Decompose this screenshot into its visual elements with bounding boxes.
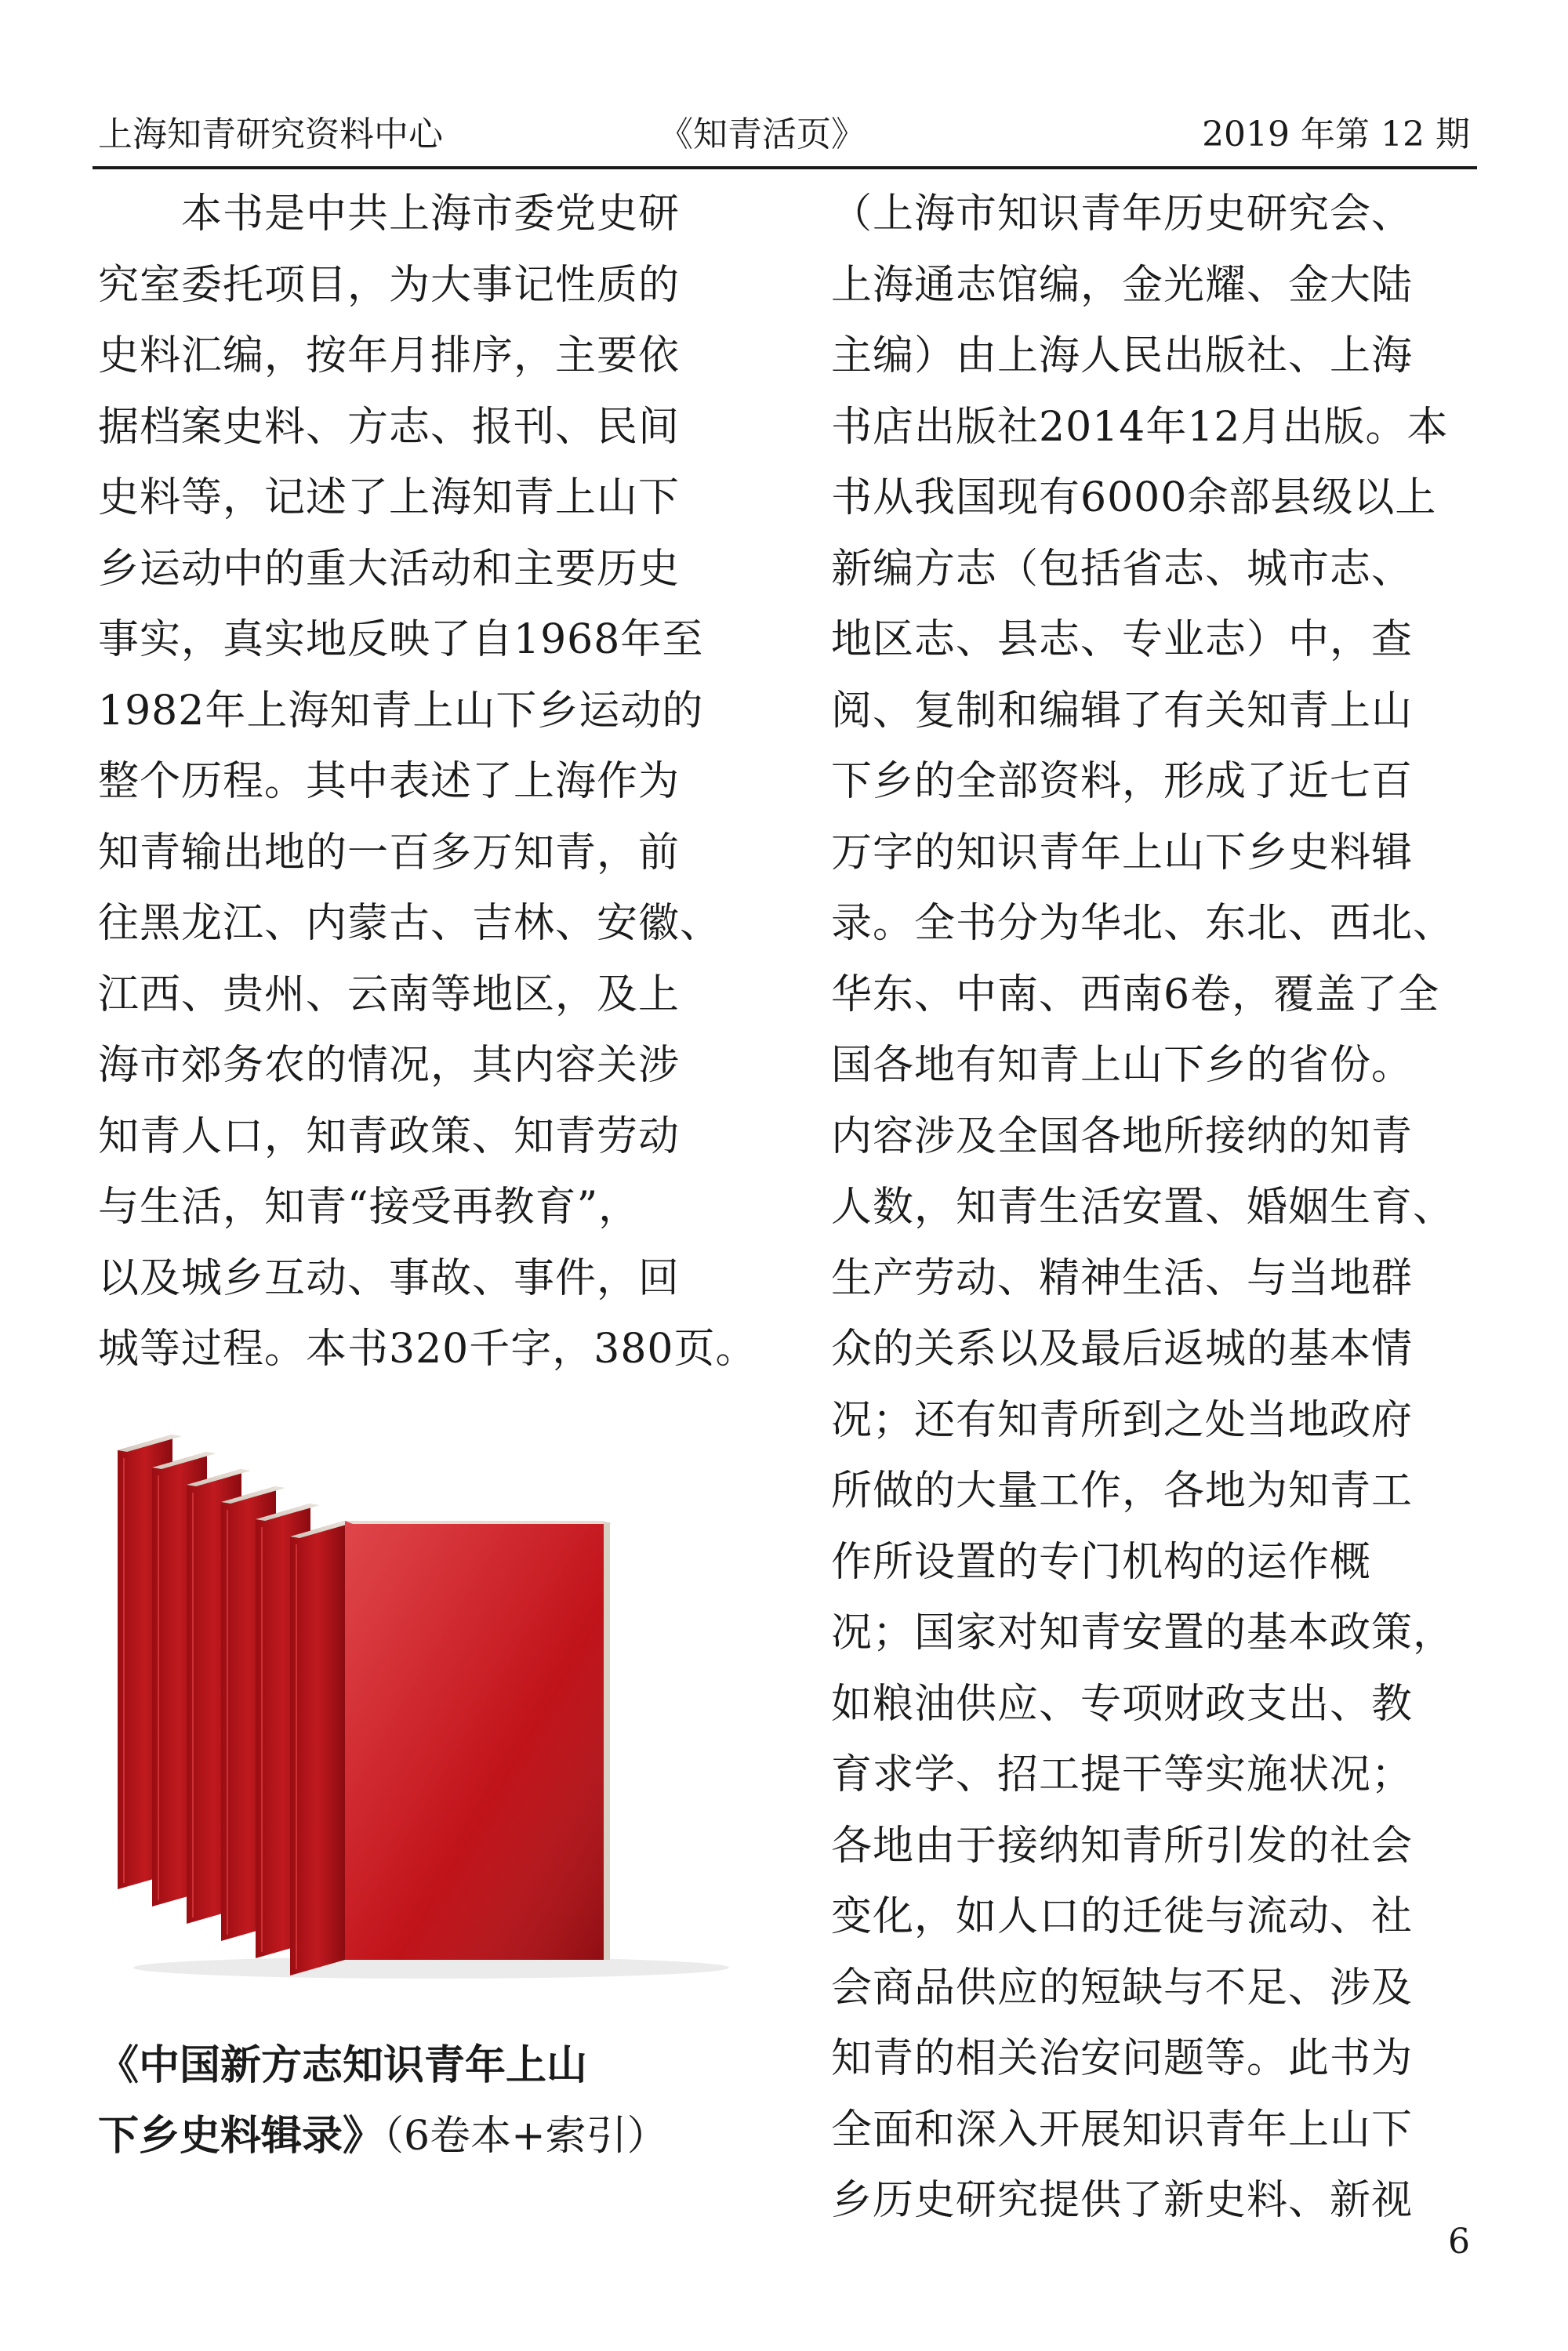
right-column-line: 华东、中南、西南6卷，覆盖了全 [831,971,1440,1018]
book-set-image [102,1403,729,1999]
left-column-line: 与生活，知青“接受再教育”， [98,1184,641,1231]
left-column-text [98,179,757,1385]
left-column-line: 以及城乡互动、事故、事件，回 [98,1254,681,1302]
right-column-line: （上海市知识青年历史研究会、 [831,190,1414,238]
right-column-line: 人数，知青生活安置、婚姻生育、 [831,1184,1455,1231]
right-column-line: 况；国家对知青安置的基本政策， [831,1609,1455,1656]
right-column-line: 乡历史研究提供了新史料、新视 [831,2177,1414,2224]
left-column-line: 知青人口，知青政策、知青劳动 [98,1112,681,1160]
header-rule [93,166,1477,169]
right-column-line: 书从我国现有6000余部县级以上 [831,474,1437,521]
right-column-line: 国各地有知青上山下乡的省份。 [831,1042,1414,1089]
header-issue: 2019 年第 12 期 [1202,114,1470,154]
left-column-line: 往黑龙江、内蒙古、吉林、安徽、 [98,900,722,947]
right-column-text [831,179,1454,2237]
right-column-line: 全面和深入开展知识青年上山下 [831,2106,1414,2153]
right-column-line: 所做的大量工作，各地为知青工 [831,1468,1414,1515]
left-column-line: 整个历程。其中表述了上海作为 [98,758,681,805]
right-column-line: 况；还有知青所到之处当地政府 [831,1396,1414,1444]
right-column-line: 如粮油供应、专项财政支出、教 [831,1680,1414,1728]
left-column-line: 海市郊务农的情况，其内容关涉 [98,1042,681,1089]
left-column-line: 究室委托项目，为大事记性质的 [98,261,681,309]
left-column-line: 据档案史料、方志、报刊、民间 [98,403,681,451]
left-column-line: 史料汇编，按年月排序，主要依 [98,332,681,379]
right-column-line: 下乡的全部资料，形成了近七百 [831,758,1414,805]
right-column-line: 育求学、招工提干等实施状况； [831,1751,1414,1798]
right-column-line: 阅、复制和编辑了有关知青上山 [831,687,1414,735]
right-column-line: 生产劳动、精神生活、与当地群 [831,1254,1414,1302]
left-column-line: 知青输出地的一百多万知青，前 [98,829,681,876]
left-column-line: 1982年上海知青上山下乡运动的 [98,687,704,735]
right-column-line: 地区志、县志、专业志）中，查 [831,616,1414,663]
right-column-line: 作所设置的专门机构的运作概 [831,1538,1372,1586]
left-column-line: 城等过程。本书320千字，380页。 [98,1326,757,1373]
book-volume [290,1521,354,1975]
header-publisher: 上海知青研究资料中心 [98,114,443,154]
header-publication-title: 《知青活页》 [659,114,866,154]
left-column-line: 本书是中共上海市委党史研 [98,190,681,238]
caption-title-line-1: 《中国新方志知识青年上山 [98,2042,588,2089]
red-book-set-icon [102,1403,729,1999]
page-header [98,111,1470,166]
right-column-line: 录。全书分为华北、东北、西北、 [831,900,1455,947]
right-column-line: 各地由于接纳知青所引发的社会 [831,1822,1414,1870]
right-column-line: 万字的知识青年上山下乡史料辑 [831,829,1414,876]
right-column-line: 会商品供应的短缺与不足、涉及 [831,1964,1414,2012]
right-column-line: 内容涉及全国各地所接纳的知青 [831,1112,1414,1160]
right-column-line: 知青的相关治安问题等。此书为 [831,2035,1414,2082]
left-column-line: 事实，真实地反映了自1968年至 [98,616,704,663]
right-column-line: 书店出版社2014年12月出版。本 [831,403,1449,451]
right-column-line: 众的关系以及最后返城的基本情 [831,1326,1414,1373]
caption-title-line-2: 下乡史料辑录》 [98,2113,384,2160]
right-column-line: 主编）由上海人民出版社、上海 [831,332,1414,379]
caption-note: （6卷本+索引） [383,2113,668,2160]
right-column-line: 新编方志（包括省志、城市志、 [831,545,1414,593]
right-column-line: 变化，如人口的迁徙与流动、社 [831,1893,1414,1940]
shadow [133,1957,729,1979]
book-front-cover [345,1521,612,1960]
page-number: 6 [1448,2222,1470,2262]
left-column-line: 江西、贵州、云南等地区，及上 [98,971,681,1018]
left-column-line: 史料等，记述了上海知青上山下 [98,474,681,521]
right-column-line: 上海通志馆编，金光耀、金大陆 [831,261,1414,309]
figure-caption [98,2030,668,2171]
left-column-line: 乡运动中的重大活动和主要历史 [98,545,681,593]
